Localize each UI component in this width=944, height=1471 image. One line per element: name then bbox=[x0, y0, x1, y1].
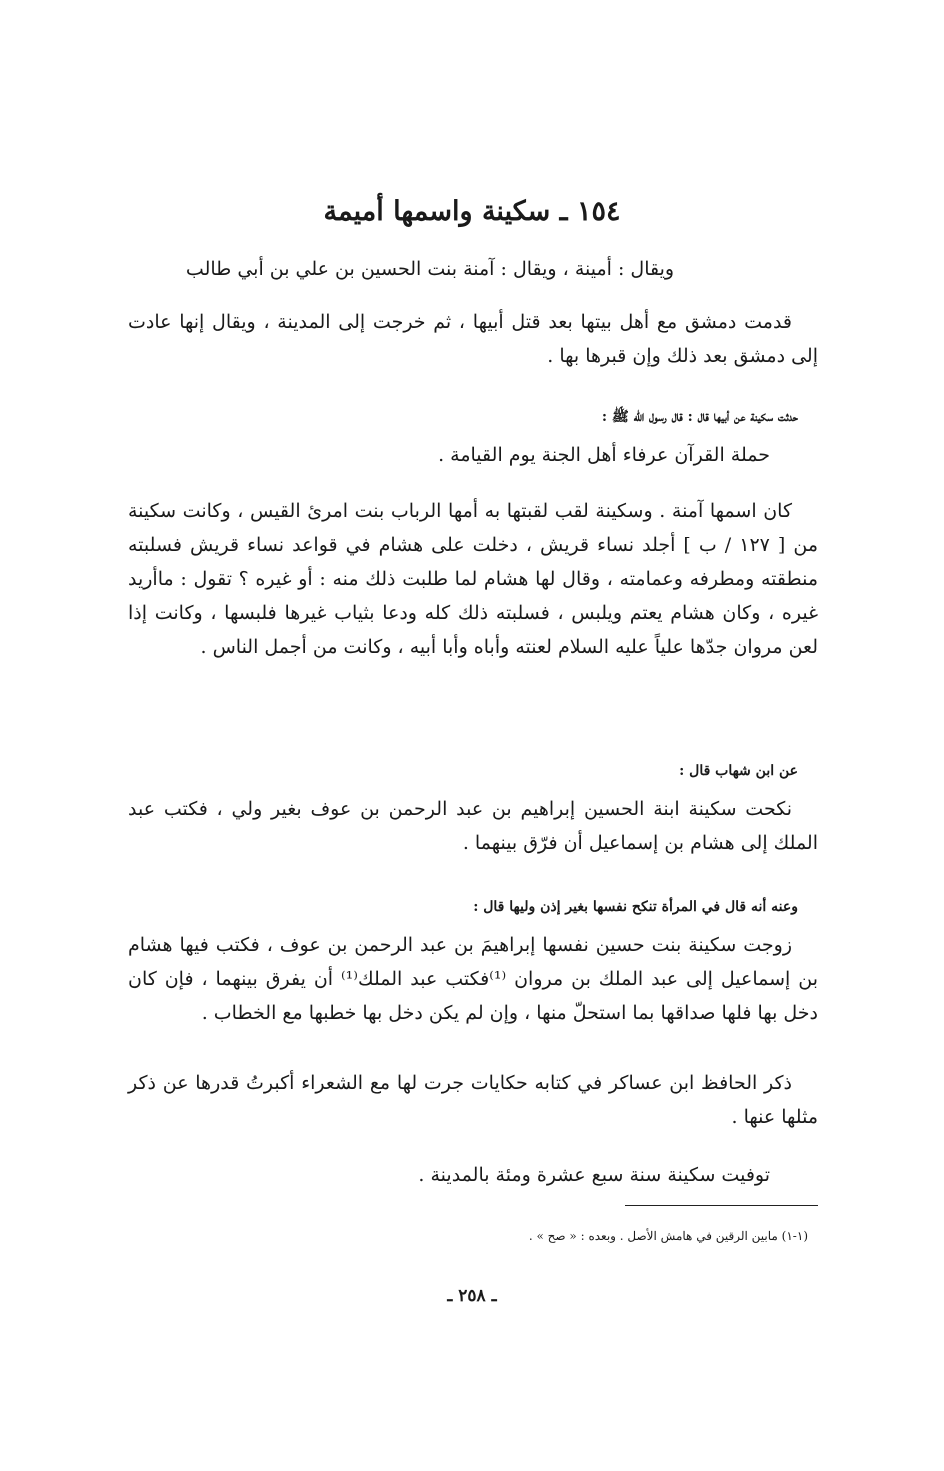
page-number: ـ ٢٥٨ ـ bbox=[447, 1286, 497, 1306]
footnote: (١-١) مابين الرقين في هامش الأصل . وبعده : « صح » . bbox=[528, 1229, 808, 1243]
hadith-text: حملة القرآن عرفاء أهل الجنة يوم القيامة . bbox=[438, 444, 770, 466]
footnote-divider bbox=[625, 1205, 818, 1206]
paragraph-biography: كان اسمها آمنة . وسكينة لقب لقبتها به أمها الرباب بنت امرئ القيس ، وكانت سكينة من [ ١٢٧ / ب ] أجلد نساء قريش ، دخلت على هشام في قواعد نساء قريش فسلبته منطقته ومطرفه وعمامته ، وقال لها هشام لما طلبت ذلك منه : أو غيره ؟ تقول : ماأريد غيره ، وكان هشام يعتم ويلبس ، فسلبته ذلك كله ودعا بثياب غيرها فلبسها ، وكانت إذا لعن مروان جدّها علياً عليه السلام لعنته وأباه وأبا أبيه ، وكانت من أجمل الناس . bbox=[128, 500, 818, 658]
paragraph-marriage: نكحت سكينة ابنة الحسين إبراهيم بن عبد الرحمن بن عوف بغير ولي ، فكتب عبد الملك إلى هشام بن إسماعيل أن فرّق بينهما . bbox=[128, 798, 818, 854]
paragraph-death: توفيت سكينة سنة سبع عشرة ومئة بالمدينة . bbox=[418, 1164, 770, 1186]
entry-title: ١٥٤ ـ سكينة واسمها أميمة bbox=[323, 196, 621, 227]
paragraph-intro: قدمت دمشق مع أهل بيتها بعد قتل أبيها ، ثم خرجت إلى المدينة ، ويقال إنها عادت إلى دمشق بعد ذلك وإن قبرها بها . bbox=[128, 311, 818, 367]
isnad-hadith-chain: حدثت سكينة عن أبيها قال : قال رسول الله ﷺ : bbox=[601, 409, 798, 425]
isnad-second: وعنه أنه قال في المرأة تنكح نفسها بغير إذن وليها قال : bbox=[473, 899, 798, 915]
paragraph-ibn-asakir: ذكر الحافظ ابن عساكر في كتابه حكايات جرت لها مع الشعراء أكبرتُ قدرها عن ذكر مثلها عنها . bbox=[128, 1072, 818, 1128]
paragraph-marriage-detail: زوجت سكينة بنت حسين نفسها إبراهيمَ بن عبد الرحمن بن عوف ، فكتب فيها هشام بن إسماعيل إلى عبد الملك بن مروان ⁽¹⁾فكتب عبد الملك⁽¹⁾ أن يفرق بينهما ، فإن كان دخل بها فلها صداقها بما استحلّ منها ، وإن لم يكن دخل بها خطبها مع الخطاب . bbox=[128, 934, 819, 1024]
isnad-ibn-shihab: عن ابن شهاب قال : bbox=[679, 763, 798, 779]
entry-subtitle: ويقال : أمينة ، ويقال : آمنة بنت الحسين بن علي بن أبي طالب bbox=[185, 258, 675, 280]
